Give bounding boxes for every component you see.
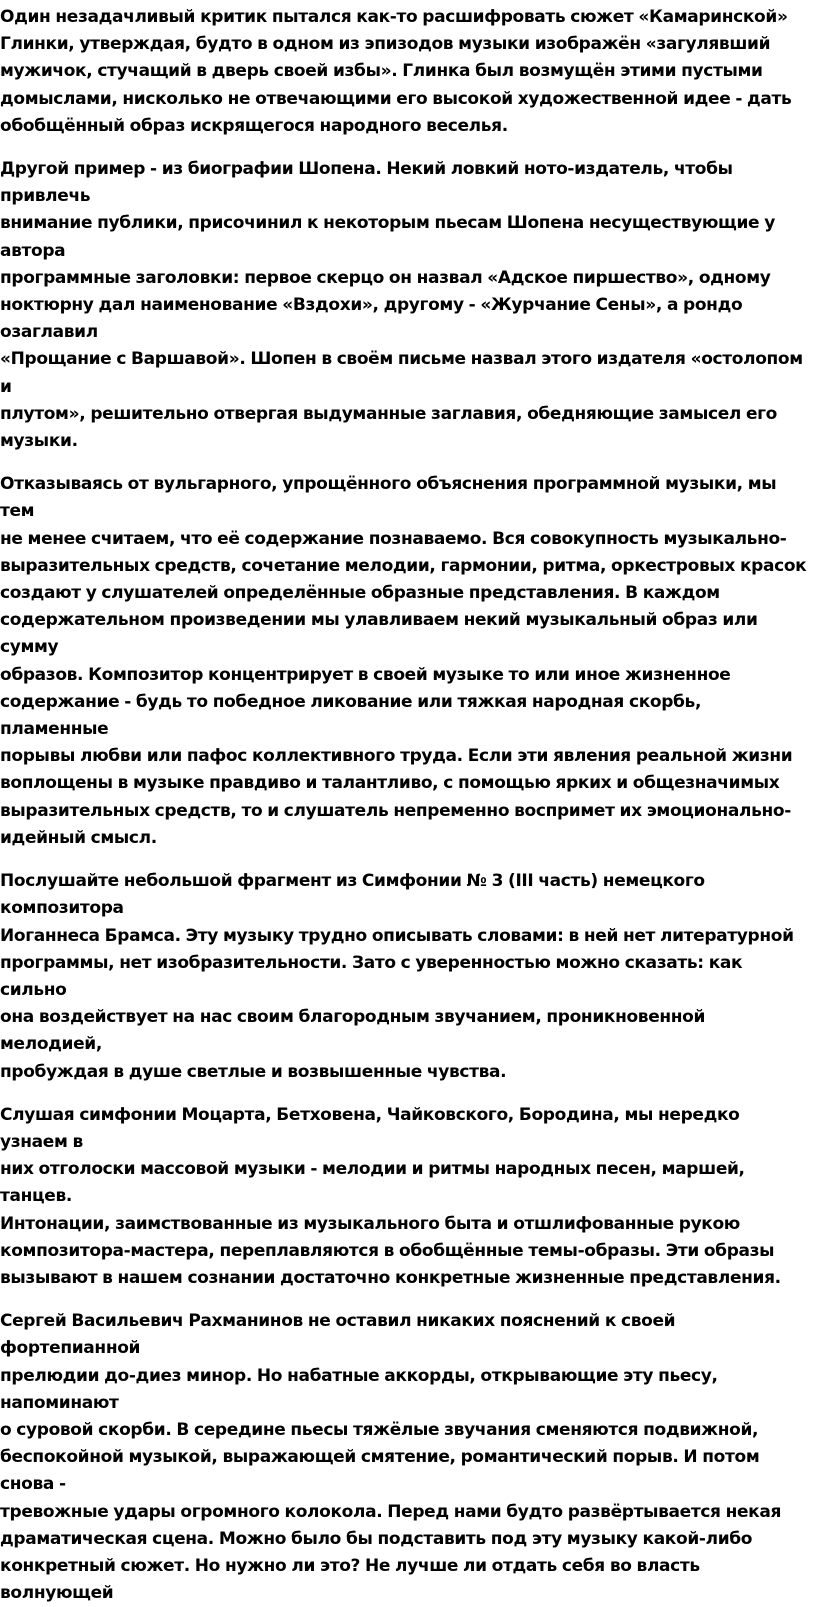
paragraph-chopin bbox=[0, 156, 810, 455]
text-line: «Прощание с Варшавой». Шопен в своём письме назвал этого издателя «остолопом и bbox=[0, 349, 803, 397]
text-line: программы, нет изобразительности. Зато с уверенностью можно сказать: как сильно bbox=[0, 952, 743, 1000]
text-line: о суровой скорби. В середине пьесы тяжёлые звучания сменяются подвижной, bbox=[0, 1419, 759, 1440]
text-line: Один незадачливый критик пытался как-то расшифровать сюжет «Камаринской» bbox=[0, 7, 788, 27]
text-line: тревожные удары огромного колокола. Перед нами будто развёртывается некая bbox=[0, 1501, 782, 1522]
text-line: Другой пример - из биографии Шопена. Некий ловкий ното-издатель, чтобы привлечь bbox=[0, 159, 733, 207]
text-line: создают у слушателей определённые образные представления. В каждом bbox=[0, 583, 720, 604]
text-line: пробуждая в душе светлые и возвышенные чувства. bbox=[0, 1061, 507, 1082]
text-line: вызывают в нашем сознании достаточно конкретные жизненные представления. bbox=[0, 1267, 781, 1288]
text-line: мужичок, стучащий в дверь своей избы». Глинка был возмущён этими пустыми bbox=[0, 61, 763, 82]
text-line: музыки. bbox=[0, 431, 78, 452]
text-line: внимание публики, присочинил к некоторым пьесам Шопена несуществующие у автора bbox=[0, 213, 775, 261]
text-line: воплощены в музыке правдиво и талантливо, с помощью ярких и общезначимых bbox=[0, 773, 780, 794]
text-line: Глинки, утверждая, будто в одном из эпизодов музыки изображён «загулявший bbox=[0, 34, 771, 55]
paragraph-rachmaninoff bbox=[0, 1308, 810, 1607]
text-line: содержание - будь то победное ликование или тяжкая народная скорбь, пламенные bbox=[0, 691, 702, 740]
text-line: домыслами, нисколько не отвечающими его высокой художественной идее - дать bbox=[0, 88, 792, 109]
paragraph-symphonies bbox=[0, 1102, 810, 1292]
paragraph-program-music bbox=[0, 471, 810, 852]
text-line: образов. Композитор концентрирует в своей музыке то или иное жизненное bbox=[0, 664, 731, 685]
text-line: композитора-мастера, переплавляются в обобщённые темы-образы. Эти образы bbox=[0, 1240, 775, 1261]
text-line: драматическая сцена. Можно было бы подставить под эту музыку какой-либо bbox=[0, 1528, 753, 1549]
text-line: не менее считаем, что её содержание познаваемо. Вся совокупность музыкально- bbox=[0, 528, 787, 549]
text-line: плутом», решительно отвергая выдуманные заглавия, обедняющие замысел его bbox=[0, 403, 778, 424]
text-line: порывы любви или пафос коллективного труда. Если эти явления реальной жизни bbox=[0, 746, 793, 767]
text-line: она воздействует на нас своим благородным звучанием, проникновенной мелодией, bbox=[0, 1007, 706, 1055]
paragraph-brahms bbox=[0, 868, 810, 1086]
text-line: конкретный сюжет. Но нужно ли это? Не лучше ли отдать себя во власть волнующей bbox=[0, 1555, 700, 1604]
text-line: программные заголовки: первое скерцо он назвал «Адское пиршество», одному bbox=[0, 267, 771, 288]
text-line: Слушая симфонии Моцарта, Бетховена, Чайковского, Бородина, мы нередко узнаем в bbox=[0, 1104, 740, 1152]
paragraph-kamarinskaya bbox=[0, 4, 810, 140]
text-line: выразительных средств, то и слушатель непременно воспримет их эмоционально- bbox=[0, 800, 791, 821]
text-line: Интонации, заимствованные из музыкального быта и отшлифованные рукою bbox=[0, 1213, 740, 1234]
text-line: содержательном произведении мы улавливаем некий музыкальный образ или сумму bbox=[0, 610, 758, 658]
text-line: обобщённый образ искрящегося народного веселья. bbox=[0, 115, 508, 136]
text-line: Послушайте небольшой фрагмент из Симфонии № 3 (III часть) немецкого композитора bbox=[0, 871, 705, 919]
text-line: беспокойной музыкой, выражающей смятение, романтический порыв. И потом снова - bbox=[0, 1447, 760, 1495]
text-line: прелюдии до-диез минор. Но набатные аккорды, открывающие эту пьесу, напоминают bbox=[0, 1365, 718, 1413]
text-line: них отголоски массовой музыки - мелодии и ритмы народных песен, маршей, танцев. bbox=[0, 1159, 745, 1207]
text-line: Сергей Васильевич Рахманинов не оставил никаких пояснений к своей фортепианной bbox=[0, 1311, 676, 1359]
text-line: выразительных средств, сочетание мелодии, гармонии, ритма, оркестровых красок bbox=[0, 555, 807, 576]
text-line: ноктюрну дал наименование «Вздохи», другому - «Журчание Сены», а рондо озаглавил bbox=[0, 295, 743, 343]
text-line: идейный смысл. bbox=[0, 827, 157, 848]
text-line: Отказываясь от вульгарного, упрощённого объяснения программной музыки, мы тем bbox=[0, 474, 777, 522]
text-line: Иоганнеса Брамса. Эту музыку трудно описывать словами: в ней нет литературной bbox=[0, 925, 794, 946]
